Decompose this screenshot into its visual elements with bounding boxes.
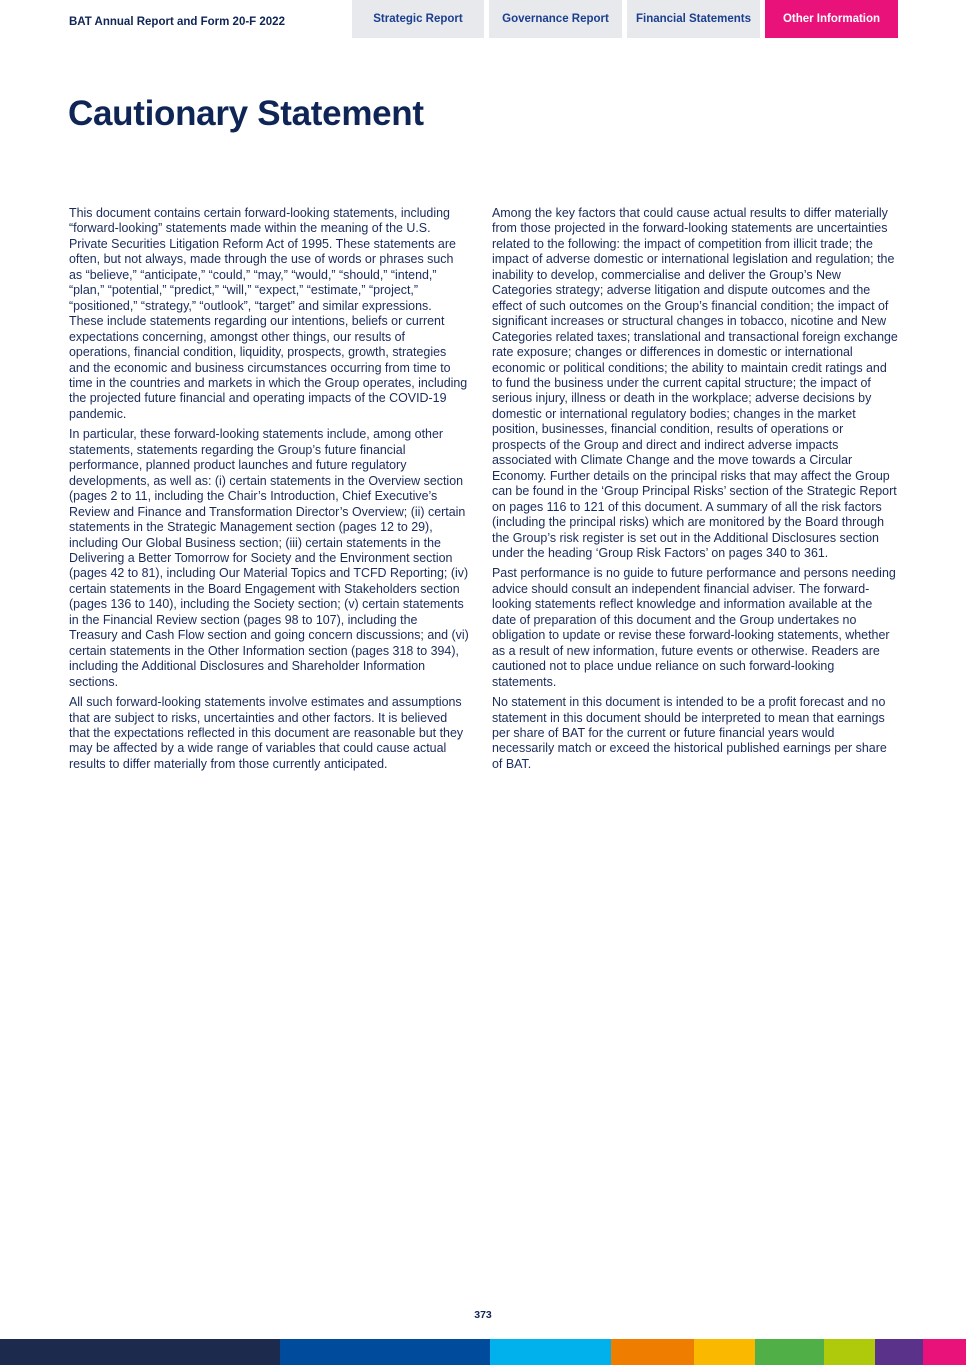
- right-column: [492, 206, 898, 777]
- paragraph: This document contains certain forward-looking statements, including “forward-looking” statements made within the meaning of the U.S. Private Securities Litigation Reform Act of 1995. These statements are often, but not always, made through the use of words or phrases such as “believe,” “anticipate,” “could,” “may,” “would,” “should,” “intend,” “plan,” “potential,” “predict,” “will,” “expect,” “estimate,” “project,” “positioned,” “strategy,” “outlook”, “target” and similar expressions. These include statements regarding our intentions, beliefs or current expectations concerning, amongst other things, our results of operations, financial condition, liquidity, prospects, growth, strategies and the economic and business circumstances occurring from time to time in the countries and markets in which the Group operates, including the projected future financial and operating impacts of the COVID-19 pandemic.: [69, 206, 468, 421]
- color-segment: [755, 1339, 824, 1365]
- color-segment: [923, 1339, 966, 1365]
- tab-financial-statements[interactable]: Financial Statements: [627, 0, 760, 38]
- color-segment: [280, 1339, 490, 1365]
- color-segment: [490, 1339, 611, 1365]
- footer-color-bar: [0, 1339, 966, 1365]
- tab-governance-report[interactable]: Governance Report: [489, 0, 622, 38]
- color-segment: [0, 1339, 280, 1365]
- tab-strategic-report[interactable]: Strategic Report: [352, 0, 484, 38]
- paragraph: No statement in this document is intended to be a profit forecast and no statement in this document should be interpreted to mean that earnings per share of BAT for the current or future financial years would necessarily match or exceed the historical published earnings per share of BAT.: [492, 695, 887, 771]
- document-title: BAT Annual Report and Form 20-F 2022: [69, 16, 285, 28]
- section-nav: [352, 0, 898, 38]
- color-segment: [824, 1339, 875, 1365]
- tab-other-information[interactable]: Other Information: [765, 0, 898, 38]
- paragraph: Past performance is no guide to future performance and persons needing advice should consult an independent financial adviser. The forward-looking statements reflect knowledge and information available at the date of preparation of this document and the Group undertakes no obligation to update or revise these forward-looking statements, whether as a result of new information, future events or otherwise. Readers are cautioned not to place undue reliance on such forward-looking statements.: [492, 566, 896, 689]
- paragraph: In particular, these forward-looking statements include, among other statements, statements regarding the Group’s future financial performance, planned product launches and future regulatory developments, as well as: (i) certain statements in the Overview section (pages 2 to 11, including the Chair’s Introduction, Chief Executive’s Review and Finance and Transformation Director’s Overview; (ii) certain statements in the Strategic Management section (pages 12 to 29), including Our Global Business section; (iii) certain statements in the Delivering a Better Tomorrow for Society and the Environment section (pages 42 to 81), including Our Material Topics and TCFD Reporting; (iv) certain statements in the Board Engagement with Stakeholders section (pages 136 to 140), including the Society section; (v) certain statements in the Financial Review section (pages 98 to 107), including the Treasury and Cash Flow section and going concern discussions; and (vi) certain statements in the Other Information section (pages 318 to 394), including the Additional Disclosures and Shareholder Information sections.: [69, 427, 469, 689]
- color-segment: [611, 1339, 694, 1365]
- paragraph: Among the key factors that could cause actual results to differ materially from those projected in the forward-looking statements are uncertainties related to the following: the impact of competition from illicit trade; the impact of adverse domestic or international legislation and regulation; the inability to develop, commercialise and deliver the Group’s New Categories strategy; adverse litigation and dispute outcomes and the effect of such outcomes on the Group’s financial condition; the impact of significant increases or structural changes in tobacco, nicotine and New Categories related taxes; translational and transactional foreign exchange rate exposure; changes or differences in domestic or international economic or political conditions; the ability to maintain credit ratings and to fund the business under the current capital structure; the impact of serious injury, illness or death in the workplace; adverse decisions by domestic or international regulatory bodies; changes in the market position, businesses, financial condition, results of operations or prospects of the Group and direct and indirect adverse impacts associated with Climate Change and the move towards a Circular Economy. Further details on the principal risks that may affect the Group can be found in the ‘Group Principal Risks’ section of the Strategic Report on pages 116 to 121 of this document. A summary of all the risk factors (including the principal risks) which are monitored by the Board through the Group’s risk register is set out in the Additional Disclosures section under the heading ‘Group Risk Factors’ on pages 340 to 361.: [492, 206, 898, 560]
- left-column: [69, 206, 469, 777]
- page-number: 373: [474, 1309, 492, 1321]
- paragraph: All such forward-looking statements involve estimates and assumptions that are subject to risks, uncertainties and other factors. It is believed that the expectations reflected in this document are reasonable but they may be affected by a wide range of variables that could cause actual results to differ materially from those currently anticipated.: [69, 695, 464, 771]
- page-title: Cautionary Statement: [68, 94, 424, 133]
- color-segment: [875, 1339, 923, 1365]
- color-segment: [694, 1339, 755, 1365]
